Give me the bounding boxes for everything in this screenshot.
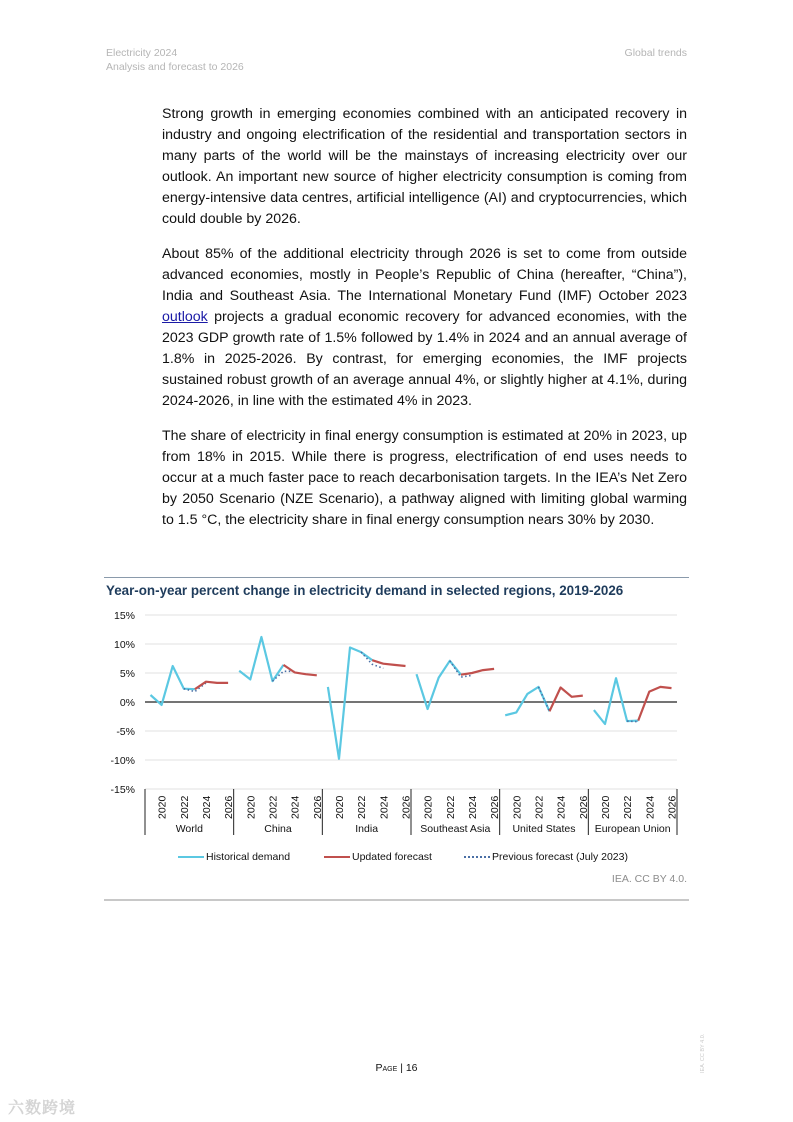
x-tick-label: 2024: [289, 795, 302, 819]
page-number: [0, 1062, 793, 1074]
updated-forecast-line: [372, 660, 405, 666]
updated-forecast-line: [550, 688, 583, 712]
chart-figure: [104, 577, 689, 901]
y-tick-label: 10%: [113, 639, 135, 651]
x-tick-label: 2024: [555, 795, 568, 819]
paragraph-2: [162, 244, 687, 412]
chart-bottom-divider: [104, 899, 689, 901]
paragraph-1: Strong growth in emerging economies combined with an anticipated recovery in industry and ongoing electrification of the residential and transportation sectors in many parts of the world will be the mainstays of increasing electricity over our outlook. An important new source of higher electricity consumption is coming from energy-intensive data centres, artificial intelligence (AI) and cryptocurrencies, which could double by 2026.: [162, 106, 687, 227]
side-license-note: IEA. CC BY 4.0.: [700, 1033, 706, 1073]
doc-subtitle: Analysis and forecast to 2026: [106, 61, 244, 73]
paragraph-2-text-a: About 85% of the additional electricity through 2026 is set to come from outside advanced economies, mostly in People’s Republic of China (hereafter, “China”), India and Southeast Asia. The International Monetary Fund (IMF) October 2023: [162, 246, 687, 304]
historical-demand-line: [151, 666, 195, 705]
region-label: India: [355, 823, 379, 835]
outlook-link[interactable]: outlook: [162, 309, 208, 325]
updated-line-swatch-icon: [324, 856, 350, 858]
legend-historical-label: Historical demand: [206, 851, 291, 863]
region-label: China: [264, 823, 292, 835]
x-tick-label: 2022: [356, 795, 369, 819]
paragraph-3: The share of electricity in final energy consumption is estimated at 20% in 2023, up from 18% in 2015. While there is progress, electrification of end uses needs to occur at a much faster pace to reach decarbonisation targets. In the IEA’s Net Zero by 2050 Scenario (NZE Scenario), a pathway aligned with limiting global warming to 1.5 °C, the electricity share in final energy consumption nears 30% by 2030.: [162, 428, 687, 528]
y-tick-label: 0%: [119, 697, 135, 709]
page-number-value: 16: [405, 1062, 418, 1074]
updated-forecast-line: [638, 687, 671, 721]
legend-historical: [178, 851, 290, 863]
x-tick-label: 2022: [178, 795, 191, 819]
x-tick-label: 2024: [378, 795, 391, 819]
chart-source: IEA. CC BY 4.0.: [611, 873, 687, 885]
y-tick-label: 5%: [119, 668, 135, 680]
updated-forecast-line: [195, 682, 228, 690]
x-tick-label: 2026: [400, 795, 413, 819]
page-label: Page: [375, 1062, 398, 1074]
historical-line-swatch-icon: [178, 856, 204, 858]
legend-previous-label: Previous forecast (July 2023): [492, 851, 628, 863]
updated-forecast-line: [284, 665, 317, 675]
x-tick-label: 2022: [622, 795, 635, 819]
x-tick-label: 2020: [422, 795, 435, 819]
watermark-logo: 六数跨境: [8, 1100, 77, 1117]
x-tick-label: 2026: [489, 795, 502, 819]
region-label: United States: [512, 823, 576, 835]
body-text: [162, 104, 687, 545]
x-tick-label: 2024: [200, 795, 213, 819]
page-separator: |: [400, 1062, 403, 1074]
line-chart: [104, 577, 689, 847]
legend-previous: [464, 851, 628, 863]
x-tick-label: 2026: [666, 795, 679, 819]
legend-updated-label: Updated forecast: [352, 851, 432, 863]
x-tick-label: 2020: [599, 795, 612, 819]
x-tick-label: 2020: [511, 795, 524, 819]
section-title: Global trends: [624, 47, 687, 59]
x-tick-label: 2026: [577, 795, 590, 819]
historical-demand-line: [594, 678, 638, 724]
running-header-left: [106, 46, 244, 74]
x-tick-label: 2026: [311, 795, 324, 819]
x-tick-label: 2026: [223, 795, 236, 819]
x-tick-label: 2020: [156, 795, 169, 819]
y-tick-label: 15%: [113, 610, 135, 622]
x-tick-label: 2020: [245, 795, 258, 819]
doc-title: Electricity 2024: [106, 47, 178, 59]
x-tick-label: 2024: [644, 795, 657, 819]
previous-line-swatch-icon: [464, 856, 490, 858]
legend-updated: [324, 851, 432, 863]
x-tick-label: 2022: [533, 795, 546, 819]
region-label: World: [175, 823, 203, 835]
y-tick-label: -15%: [110, 784, 135, 796]
updated-forecast-line: [461, 669, 494, 675]
region-label: Southeast Asia: [420, 823, 491, 835]
x-tick-label: 2024: [466, 795, 479, 819]
region-label: European Union: [594, 823, 671, 835]
chart-title: Year-on-year percent change in electricity demand in selected regions, 2019-2026: [106, 583, 624, 598]
y-tick-label: -5%: [116, 726, 135, 738]
x-tick-label: 2022: [267, 795, 280, 819]
x-tick-label: 2022: [444, 795, 457, 819]
x-tick-label: 2020: [333, 795, 346, 819]
historical-demand-line: [505, 687, 549, 715]
paragraph-2-text-b: projects a gradual economic recovery for advanced economies, with the 2023 GDP growth rate of 1.5% followed by 1.4% in 2024 and an annual average of 1.8% in 2025-2026. By contrast, for emerging economies, the IMF projects sustained robust growth of an average annual 4%, or slightly higher at 4.1%, during 2024-2026, in line with the estimated 4% in 2023.: [162, 309, 687, 409]
y-tick-label: -10%: [110, 755, 135, 767]
historical-demand-line: [328, 648, 372, 759]
